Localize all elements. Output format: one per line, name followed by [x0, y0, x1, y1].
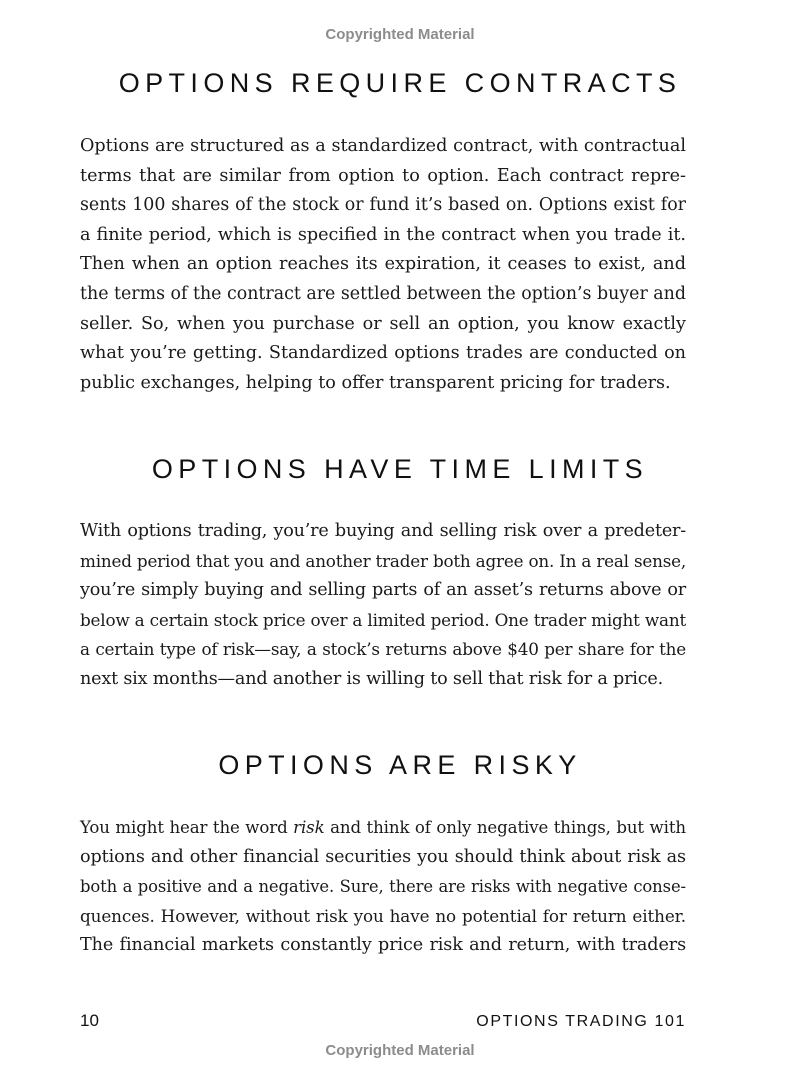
- paragraph-contracts: [80, 132, 686, 398]
- text-line: mined period that you and another trader both agree on. In a real sense,: [80, 550, 687, 571]
- text-line: options and other financial securities you should think about risk as: [80, 846, 686, 867]
- emphasis-risk: risk: [293, 818, 325, 837]
- text-line: you’re simply buying and selling parts of an asset’s returns above or: [80, 580, 686, 601]
- text-line: both a positive and a negative. Sure, there are risks with negative conse-: [80, 877, 686, 897]
- text-line: next six months—and another is willing to sell that risk for a price.: [80, 668, 663, 689]
- paragraph-risky: [80, 813, 686, 961]
- section-heading-contracts: OPTIONS REQUIRE CONTRACTS: [118, 68, 682, 98]
- paragraph-time-limits: [80, 517, 686, 695]
- text-segment: You might hear the word: [80, 818, 294, 837]
- text-line: a certain type of risk—say, a stock’s returns above $40 per share for the: [80, 639, 686, 660]
- section-heading-time-limits: OPTIONS HAVE TIME LIMITS: [151, 454, 649, 484]
- text-line: The financial markets constantly price risk and return, with traders: [80, 935, 686, 956]
- text-line: [80, 813, 686, 843]
- text-line: terms that are similar from option to option. Each contract repre-: [80, 165, 686, 186]
- text-line: quences. However, without risk you have no potential for return either.: [80, 905, 686, 926]
- section-heading-risky: OPTIONS ARE RISKY: [218, 750, 582, 780]
- page-number: 10: [80, 1011, 99, 1030]
- text-line: Then when an option reaches its expiration, it ceases to exist, and: [80, 254, 686, 275]
- copyright-watermark-top: Copyrighted Material: [325, 26, 475, 43]
- text-line: Options are structured as a standardized contract, with contractual: [80, 136, 686, 156]
- text-line: With options trading, you’re buying and selling risk over a predeter-: [80, 521, 686, 541]
- text-line: public exchanges, helping to offer transparent pricing for traders.: [80, 372, 671, 393]
- text-line: sents 100 shares of the stock or fund it’s based on. Options exist for: [80, 195, 686, 216]
- text-line: the terms of the contract are settled between the option’s buyer and: [80, 283, 686, 304]
- text-line: what you’re getting. Standardized options trades are conducted on: [80, 343, 686, 364]
- copyright-watermark-bottom: Copyrighted Material: [325, 1042, 475, 1059]
- text-segment: and think of only negative things, but with: [324, 818, 686, 837]
- text-line: below a certain stock price over a limited period. One trader might want: [80, 609, 686, 630]
- running-footer-title: OPTIONS TRADING 101: [476, 1013, 686, 1030]
- text-line: a finite period, which is specified in the contract when you trade it.: [80, 224, 686, 245]
- text-line: seller. So, when you purchase or sell an option, you know exactly: [80, 313, 686, 334]
